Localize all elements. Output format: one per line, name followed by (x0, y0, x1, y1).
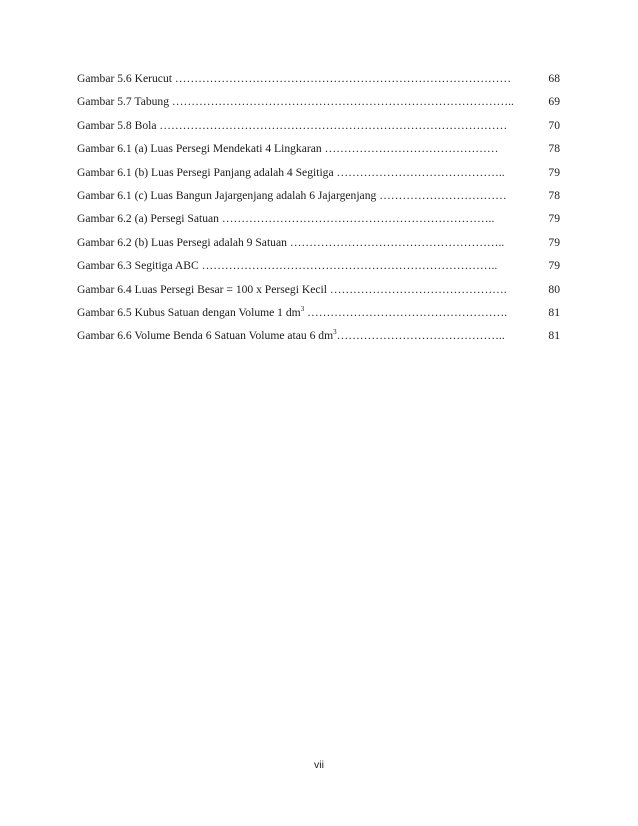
toc-entry-leader-dots: …………………………………….. (336, 329, 505, 343)
toc-entry-title (77, 254, 497, 277)
toc-entry-title (77, 324, 505, 347)
toc-entry-page-number: 81 (548, 305, 560, 319)
toc-entry-page-number: 80 (548, 282, 560, 296)
toc-entry-title (77, 301, 507, 324)
toc-entry-page-number: 79 (548, 259, 560, 273)
toc-entry-label: Gambar 6.6 Volume Benda 6 Satuan Volume atau 6 dm (77, 329, 334, 343)
toc-entry-label: Gambar 6.5 Kubus Satuan dengan Volume 1 dm (77, 305, 301, 319)
toc-entry-superscript: 3 (333, 328, 337, 337)
toc-entry-title (77, 137, 499, 160)
toc-entry-leader-dots: ……………………………………………………………………………… (156, 118, 508, 132)
toc-entry (77, 324, 560, 347)
toc-entry-page-number: 79 (548, 235, 560, 249)
toc-entry (77, 207, 560, 230)
toc-entry-title (77, 278, 507, 301)
toc-entry-page-number: 79 (548, 212, 560, 226)
toc-entry-page-number: 81 (548, 329, 560, 343)
toc-entry-superscript: 3 (300, 304, 305, 313)
list-of-figures (77, 67, 560, 348)
toc-entry-leader-dots: ……………………………………… (321, 142, 499, 156)
toc-entry-title (77, 161, 505, 184)
toc-entry-label: Gambar 6.1 (a) Luas Persegi Mendekati 4 Lingkaran (77, 142, 322, 156)
toc-entry-label: Gambar 5.6 Kerucut (77, 72, 172, 85)
toc-entry-label: Gambar 6.2 (b) Luas Persegi adalah 9 Satuan (77, 235, 287, 249)
toc-entry-label: Gambar 6.4 Luas Persegi Besar = 100 x Persegi Kecil (77, 282, 327, 296)
toc-entry-title (77, 90, 514, 113)
toc-entry-page-number: 68 (548, 72, 560, 85)
toc-entry-page-number: 69 (548, 95, 560, 109)
toc-entry-title (77, 67, 511, 90)
toc-entry (77, 161, 560, 184)
toc-entry-label: Gambar 5.7 Tabung (77, 95, 170, 109)
toc-entry (77, 137, 560, 160)
toc-entry-leader-dots: ………………………………………………………………….. (198, 259, 498, 273)
toc-entry-page-number: 79 (548, 165, 560, 179)
toc-entry (77, 90, 560, 113)
toc-entry-label: Gambar 6.2 (a) Persegi Satuan (77, 212, 219, 226)
toc-entry-title (77, 184, 507, 207)
toc-entry-label: Gambar 6.1 (c) Luas Bangun Jajargenjang adalah 6 Jajargenjang (77, 188, 377, 202)
toc-entry-label: Gambar 5.8 Bola (77, 118, 157, 132)
toc-entry (77, 301, 560, 324)
toc-entry-label: Gambar 6.3 Segitiga ABC (77, 259, 199, 273)
page-number-footer: vii (314, 759, 324, 771)
toc-entry (77, 67, 560, 90)
toc-entry-leader-dots: …………………………………………………………….. (218, 212, 495, 226)
toc-entry-page-number: 78 (548, 188, 560, 202)
toc-entry-leader-dots: ………………………………………. (326, 282, 507, 296)
toc-entry-leader-dots: ……………………………………………….. (286, 235, 505, 249)
toc-entry-title (77, 231, 504, 254)
toc-entry-title (77, 207, 494, 230)
toc-entry-leader-dots: …………………………… (376, 188, 507, 202)
toc-entry-page-number: 78 (548, 142, 560, 156)
toc-entry-leader-dots: …………………………………………………………………………… (171, 72, 512, 85)
toc-entry-label: Gambar 6.1 (b) Luas Persegi Panjang adalah 4 Segitiga (77, 165, 334, 179)
toc-entry (77, 114, 560, 137)
toc-entry-leader-dots: …………………………………….. (333, 165, 505, 179)
toc-entry (77, 231, 560, 254)
toc-entry-leader-dots: ……………………………………………. (304, 305, 508, 319)
toc-entry (77, 184, 560, 207)
toc-entry-page-number: 70 (548, 118, 560, 132)
toc-entry-leader-dots: …………………………………………………………………………….. (169, 95, 514, 109)
toc-entry (77, 254, 560, 277)
toc-entry-title (77, 114, 507, 137)
toc-entry (77, 278, 560, 301)
